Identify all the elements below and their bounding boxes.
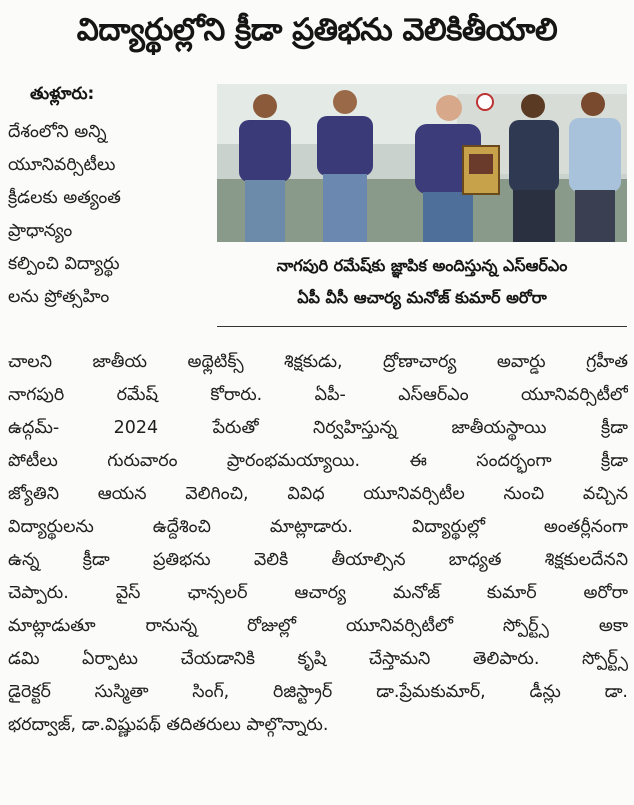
caption-line: నాగపురి రమేష్‌కు జ్ఞాపిక అందిస్తున్న ఎస్‌ఆర్‌ఎం <box>276 256 568 275</box>
body-line: పోటీలు గురువారం ప్రారంభమయ్యాయి. ఈ సందర్భంగా క్రీడా <box>8 451 628 471</box>
caption-divider <box>217 326 627 327</box>
intro-column <box>8 116 204 314</box>
body-line: చెప్పారు. వైస్ ఛాన్సలర్ ఆచార్య మనోజ్ కుమార్ అరోరా <box>8 583 628 603</box>
intro-line: కల్పించి విద్యార్థు <box>8 254 120 274</box>
dateline: తుళ్లూరు: <box>30 84 95 104</box>
body-line: విద్యార్థులను ఉద్దేశించి మాట్లాడారు. విద్యార్థుల్లో అంతర్లీనంగా <box>8 517 628 537</box>
caption-line: ఏపీ వీసీ ఆచార్య మనోజ్ కుమార్ అరోరా <box>297 288 547 307</box>
intro-line: లను ప్రోత్సహిం <box>8 287 110 307</box>
news-photo <box>217 84 627 242</box>
intro-line: ప్రాధాన్యం <box>8 221 73 241</box>
body-line: ఉద్గమ్- 2024 పేరుతో నిర్వహిస్తున్న జాతీయస్థాయి క్రీడా <box>8 418 628 438</box>
body-line: డైరెక్టర్ సుస్మితా సింగ్, రిజిస్ట్రార్ డా.ప్రేమకుమార్, డీన్లు డా. <box>8 682 628 702</box>
body-line: భరద్వాజ్, డా.విష్ణుపథ్ తదితరులు పాల్గొన్నారు. <box>8 715 329 735</box>
article-body <box>8 346 628 742</box>
intro-line: యూనివర్సిటీలు <box>8 155 116 175</box>
news-photo-illustration <box>217 84 627 242</box>
headline: విద్యార్థుల్లోని క్రీడా ప్రతిభను వెలికితీయాలి <box>76 12 558 48</box>
intro-line: క్రీడలకు అత్యంత <box>8 188 121 208</box>
body-line: ఉన్న క్రీడా ప్రతిభను వెలికి తీయాల్సిన బాధ్యత శిక్షకులదేనని <box>8 550 628 570</box>
body-line: జ్యోతిని ఆయన వెలిగించి, వివిధ యూనివర్సిటీల నుంచి వచ్చిన <box>8 484 628 504</box>
body-line: మాట్లాడుతూ రానున్న రోజుల్లో యూనివర్సిటీలో స్పోర్ట్స్ అకా <box>8 616 628 636</box>
intro-line: దేశంలోని అన్ని <box>8 122 107 142</box>
body-line: నాగపురి రమేష్ కోరారు. ఏపీ- ఎస్‌ఆర్‌ఎం యూనివర్సిటీలో <box>8 385 628 405</box>
body-line: చాలని జాతీయ అథ్లెటిక్స్ శిక్షకుడు, ద్రోణాచార్య అవార్డు గ్రహీత <box>8 352 628 372</box>
body-line: డమి ఏర్పాటు చేయడానికి కృషి చేస్తామని తెలిపారు. స్పోర్ట్స్ <box>8 649 628 669</box>
photo-caption <box>217 250 627 314</box>
